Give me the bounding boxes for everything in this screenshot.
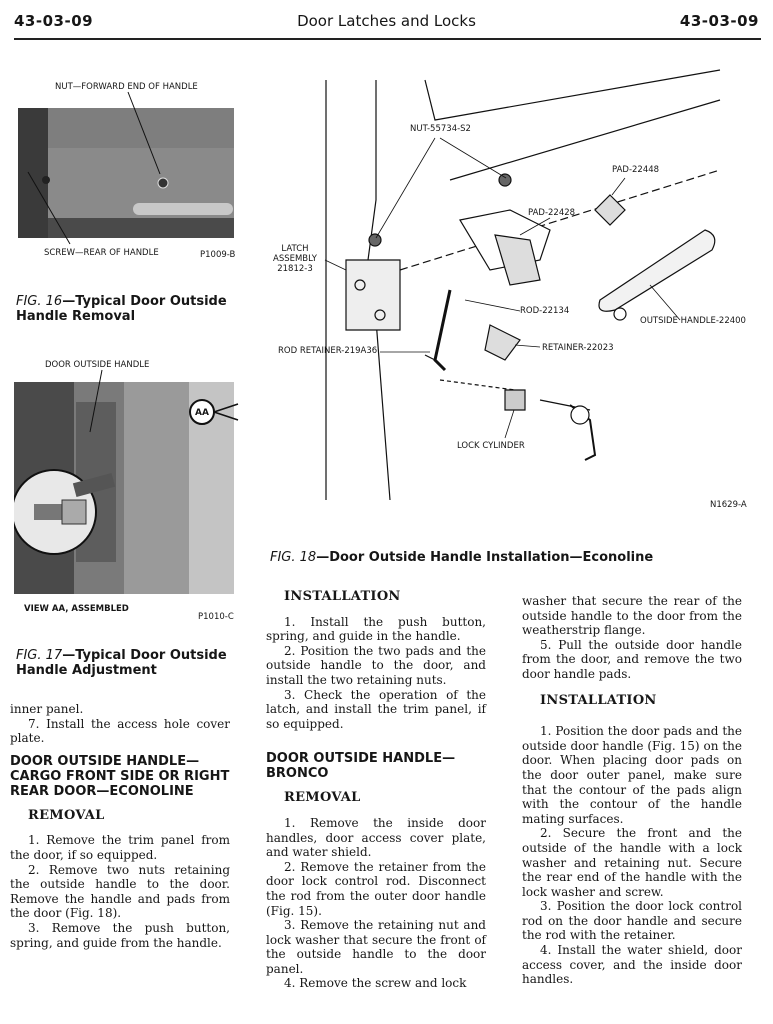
col1-removal-step-1: 1. Remove the trim panel from the door, if so equipped. — [10, 833, 230, 862]
col3-continuation: washer that secure the rear of the outside handle to the door from the weatherstrip flange. — [522, 594, 742, 638]
fig17-label-handle: DOOR OUTSIDE HANDLE — [45, 360, 150, 370]
col3-install-step-1: 1. Position the door pads and the outside door handle (Fig. 15) on the door. When placing door pads on the door outer panel, make sure that the contour of the pads align with the contour of the handle mating surfaces. — [522, 724, 742, 826]
col2-removal-step-4: 4. Remove the screw and lock — [284, 976, 467, 991]
col1-removal-step-2: 2. Remove two nuts retaining the outside handle to the door. Remove the handle and pads from the door (Fig. 18). — [10, 862, 230, 921]
col2-install-step-1: 1. Install the push button, spring, and guide in the handle. — [266, 614, 486, 644]
page-number-right: 43-03-09 — [679, 12, 759, 30]
fig18-label-nut: NUT-55734-S2 — [410, 124, 471, 134]
fig16-label-nut: NUT—FORWARD END OF HANDLE — [55, 82, 198, 92]
col2-removal-heading: REMOVAL — [284, 790, 361, 806]
col2-removal-step-2: 2. Remove the retainer from the door lock control rod. Disconnect the rod from the outer door handle (Fig. 15). — [266, 859, 486, 918]
col1-removal-step-3: 3. Remove the push button, spring, and guide from the handle. — [10, 920, 230, 950]
fig18-label-outside-handle: OUTSIDE HANDLE-22400 — [640, 316, 746, 326]
fig18-caption-text: —Door Outside Handle Installation—Econoline — [316, 550, 654, 565]
fig17-caption — [16, 648, 238, 678]
col1-section-heading: DOOR OUTSIDE HANDLE—CARGO FRONT SIDE OR RIGHT REAR DOOR—ECONOLINE — [10, 753, 230, 799]
fig18-code: N1629-A — [710, 500, 747, 510]
fig16-caption-number: FIG. 16 — [16, 294, 63, 309]
col3-install-step-3: 3. Position the door lock control rod on the door handle and secure the rod with the retainer. — [522, 899, 742, 943]
col3-removal-step-5: 5. Pull the outside door handle from the door, and remove the two door handle pads. — [522, 637, 742, 681]
fig17-caption-number: FIG. 17 — [16, 648, 63, 663]
fig18-leaders — [250, 60, 760, 520]
fig18-label-pad-22428: PAD-22428 — [528, 208, 576, 218]
fig16-leaders — [18, 88, 248, 256]
page-number-left: 43-03-09 — [14, 12, 94, 30]
col2-removal-step-3: 3. Remove the retaining nut and lock washer that secure the front of the outside handle to the door panel. — [266, 918, 486, 976]
page-title: Door Latches and Locks — [297, 12, 476, 30]
col3-installation-heading: INSTALLATION — [540, 692, 657, 708]
fig18-label-lock-cylinder: LOCK CYLINDER — [457, 441, 525, 451]
fig17-label-view: VIEW AA, ASSEMBLED — [24, 604, 129, 614]
fig18-label-latch: LATCH ASSEMBLY 21812-3 — [273, 244, 317, 274]
col1-continuation: inner panel. — [10, 702, 84, 716]
col2-install-step-2: 2. Position the two pads and the outside handle to the door, and install the two retaining nuts. — [266, 643, 486, 687]
fig18-caption — [270, 550, 750, 565]
fig18-label-pad-22448: PAD-22448 — [612, 165, 660, 175]
fig17-caption-text: —Typical Door Outside Handle Adjustment — [16, 648, 227, 678]
fig17-callout-label: AA — [195, 408, 209, 418]
fig18-label-rod-retainer: ROD RETAINER-219A36 — [278, 346, 378, 356]
fig18-label-retainer: RETAINER-22023 — [542, 343, 614, 353]
col2-install-step-3: 3. Check the operation of the latch, and install the trim panel, if so equipped. — [266, 687, 486, 731]
col3-install-step-4: 4. Install the water shield, door access cover, and the inside door handles. — [522, 943, 742, 987]
fig18-caption-number: FIG. 18 — [270, 550, 317, 565]
col2-installation-heading: INSTALLATION — [284, 589, 401, 604]
col1-step-7: 7. Install the access hole cover plate. — [10, 716, 230, 746]
fig16-label-screw: SCREW—REAR OF HANDLE — [44, 248, 159, 258]
col2-section-heading: DOOR OUTSIDE HANDLE—BRONCO — [266, 751, 456, 782]
col3-install-step-2: 2. Secure the front and the outside of the handle with a lock washer and retaining nut. Secure the rear end of the handle with the lock washer and screw. — [522, 826, 742, 899]
fig16-code: P1009-B — [200, 250, 236, 260]
fig17-leader — [60, 368, 250, 438]
fig17-code: P1010-C — [198, 612, 234, 622]
fig16-caption-text: —Typical Door Outside Handle Removal — [16, 294, 227, 324]
column-3 — [522, 594, 742, 987]
fig16-caption — [16, 294, 238, 324]
column-2 — [266, 590, 486, 991]
column-1 — [10, 702, 230, 950]
col1-removal-heading: REMOVAL — [28, 807, 105, 823]
col2-removal-step-1: 1. Remove the inside door handles, door access cover plate, and water shield. — [266, 815, 486, 860]
fig18-label-rod: ROD-22134 — [520, 306, 570, 316]
header-rule — [14, 38, 761, 40]
